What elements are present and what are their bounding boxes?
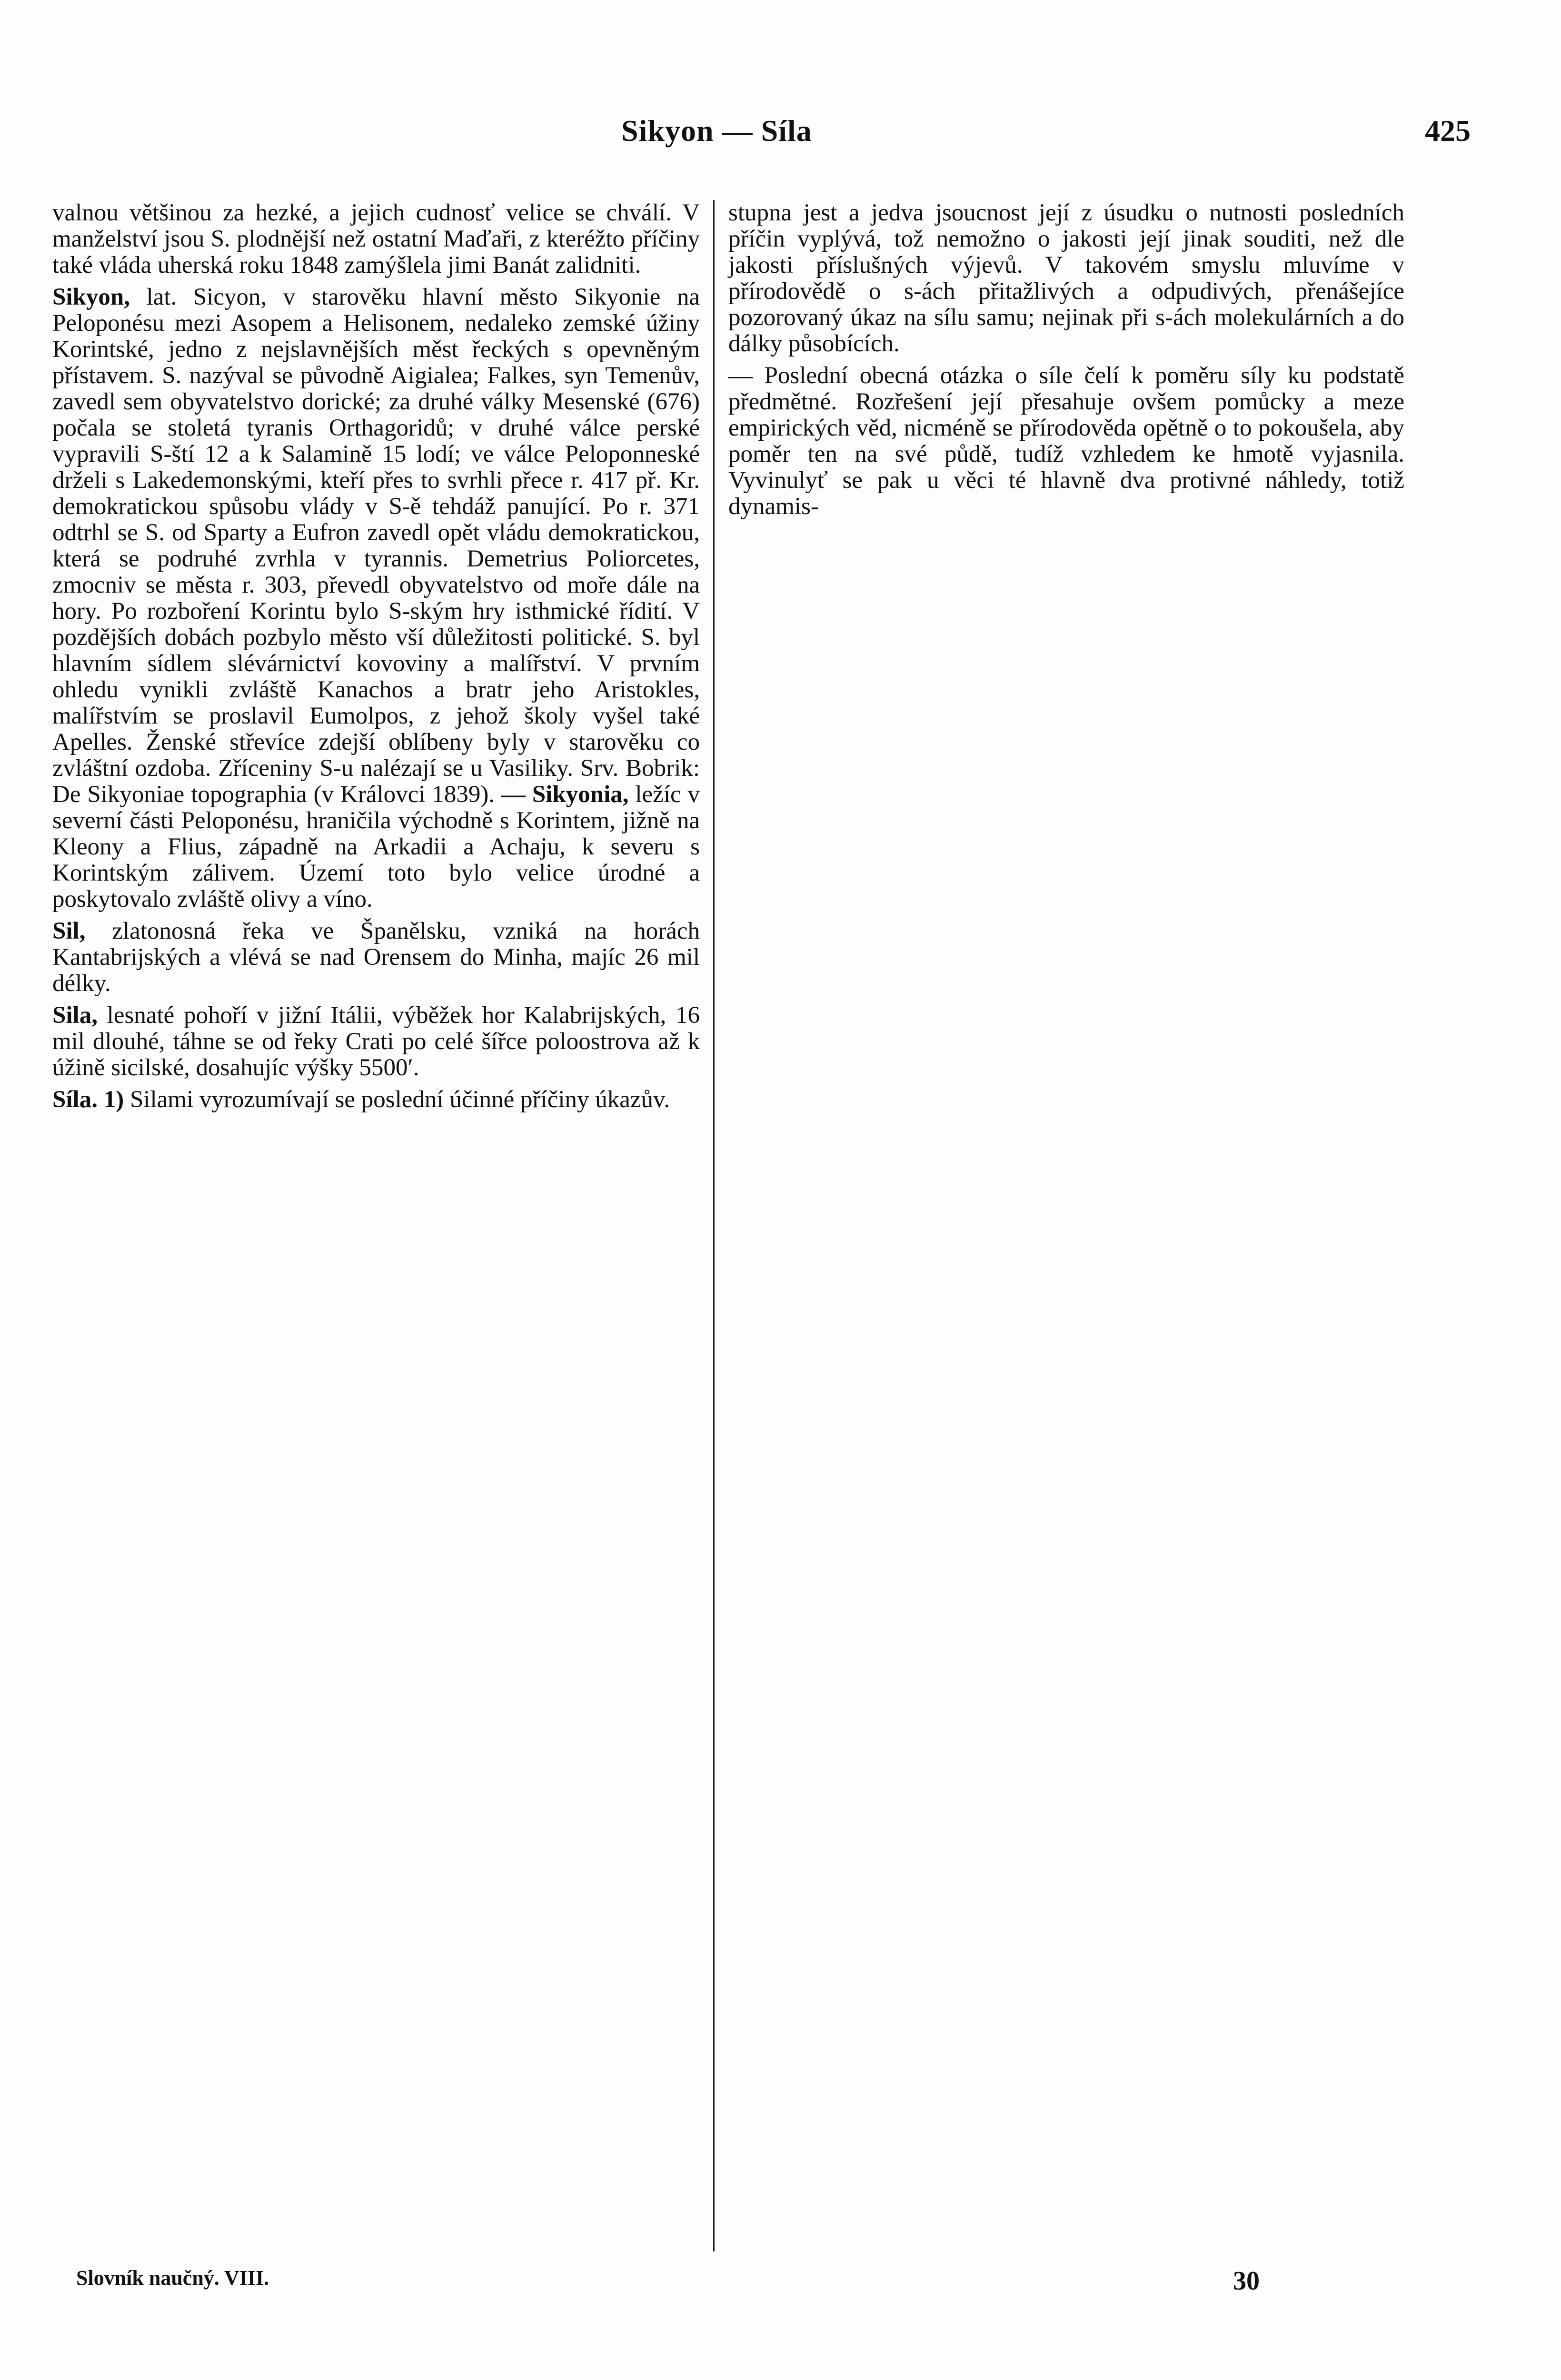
paragraph: valnou většinou za hezké, a jejich cudnosť velice se chválí. V manželství jsou S. plodnější než ostatní Maďaři, z kteréžto příčiny také vláda uherská roku 1848 zamýšlela jimi Banát zalidniti.	[52, 199, 700, 278]
column-divider	[713, 200, 715, 2251]
entry-sila-force: Síla. 1) Silami vyrozumívají se poslední účinné příčiny úkazův.	[52, 1086, 670, 1113]
entry-lemma: — Sikyonia,	[501, 781, 629, 808]
right-column	[728, 200, 1404, 526]
paragraph: stupna jest a jedva jsoucnost její z úsudku o nutnosti posledních příčin vyplývá, tož nemožno o jakosti její jinak souditi, než dle jakosti příslušných výjevů. V takovém smyslu mluvíme v přírodovědě o s-ách přitažlivých a odpudivých, přenášejíce pozorovaný úkaz na sílu samu; nejinak při s-ách molekulárních a do dálky působících.	[728, 199, 1404, 357]
volume-footer: Slovník naučný. VIII.	[76, 2266, 269, 2290]
left-column	[52, 200, 700, 1119]
entry-lemma: Sila,	[52, 1002, 98, 1029]
paragraph: — Poslední obecná otázka o síle čelí k poměru síly ku podstatě předmětné. Rozřešení její přesahuje ovšem pomůcky a meze empirických věd, nicméně se přírodověda opětně o to pokoušela, aby poměr ten na své půdě, tudíž vzhledem ke hmotě vyjasnila. Vyvinulyť se pak u věci té hlavně dva protivné náhledy, totiž dynamis-	[728, 362, 1404, 520]
entry-lemma: Sikyon,	[52, 284, 130, 310]
running-title: Sikyon — Síla	[621, 114, 812, 148]
entry-sikyon: Sikyon, lat. Sicyon, v starověku hlavní město Sikyonie na Peloponésu mezi Asopem a Helisonem, nedaleko zemské úžiny Korintské, jedno z nejslavnějších měst řeckých s opevněným přístavem. S. nazýval se původně Aigialea; Falkes, syn Temenův, zavedl sem obyvatelstvo dorické; za druhé války Mesenské (676) počala se stoletá tyranis Orthagoridů; v druhé válce perské vypravili S-ští 12 a k Salamině 15 lodí; ve válce Peloponneské drželi s Lakedemonskými, kteří přes to svrhli přece r. 417 př. Kr. demokratickou spůsobu vlády v S-ě tehdáž panující. Po r. 371 odtrhl se S. od Sparty a Eufron zavedl opět vládu demokratickou, která se podruhé zvrhla v tyrannis. Demetrius Poliorcetes, zmocniv se města r. 303, převedl obyvatelstvo od moře dále na hory. Po rozboření Korintu bylo S-ským hry isthmické řídití. V pozdějších dobách pozbylo město vší důležitosti politické. S. byl hlavním sídlem slévárnictví kovoviny a malířství. V prvním ohledu vynikli zvláště Kanachos a bratr jeho Aristokles, malířstvím se proslavil Eumolpos, z jehož školy vyšel také Apelles. Ženské střevíce zdejší oblíbeny byly v starověku co zvláštní ozdoba. Zříceniny S-u nalézají se u Vasiliky. Srv. Bobrik: De Sikyoniae topographia (v Královci 1839). — Sikyonia, ležíc v severní části Peloponésu, hraničila východně s Korintem, jižně na Kleony a Flius, západně na Arkadii a Achaju, k severu s Korintským zálivem. Území toto bylo velice úrodné a poskytovalo zvláště olivy a víno.	[52, 284, 700, 912]
page-number: 425	[1425, 114, 1471, 148]
page-header	[0, 113, 1561, 166]
entry-sil: Sil, zlatonosná řeka ve Španělsku, vzniká na horách Kantabrijských a vlévá se nad Orensem do Minha, majíc 26 mil délky.	[52, 918, 700, 997]
entry-sila-mountains: Sila, lesnaté pohoří v jižní Itálii, výběžek hor Kalabrijských, 16 mil dlouhé, táhne se od řeky Crati po celé šířce poloostrova až k úžině sicilské, dosahujíc výšky 5500′.	[52, 1002, 700, 1081]
printer-signature: 30	[1233, 2266, 1260, 2296]
entry-lemma: Sil,	[52, 918, 86, 944]
entry-lemma: Síla. 1)	[52, 1086, 124, 1113]
